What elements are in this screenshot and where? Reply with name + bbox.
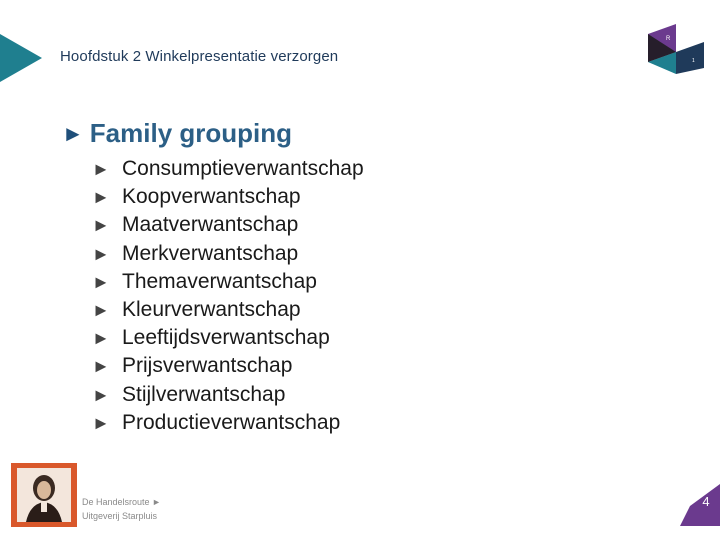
list-item — [92, 296, 364, 324]
list-item — [92, 211, 364, 239]
list-item-text: Merkverwantschap — [122, 241, 299, 265]
list-item-text: Maatverwantschap — [122, 213, 299, 237]
list-item — [92, 268, 364, 296]
page-number: 4 — [702, 494, 710, 509]
list-item-text: Themaverwantschap — [122, 269, 317, 293]
bullet-arrow-icon: ► — [92, 215, 110, 236]
publisher-imprint: Uitgeverij Starpluis — [82, 511, 158, 521]
list-item — [92, 240, 364, 268]
list-item-text: Productieverwantschap — [122, 410, 341, 434]
bullet-arrow-icon: ► — [92, 159, 110, 179]
list-item-text: Stijlverwantschap — [122, 382, 286, 406]
brand-logo — [642, 22, 708, 78]
list-item — [92, 183, 364, 211]
bullet-arrow-icon: ► — [92, 412, 110, 433]
bullet-arrow-icon: ► — [92, 299, 110, 320]
slide-heading — [62, 118, 292, 149]
list-item-text: Prijsverwantschap — [122, 354, 293, 378]
bullet-arrow-icon: ► — [92, 243, 110, 264]
list-item — [92, 352, 364, 380]
chapter-title: Hoofdstuk 2 Winkelpresentatie verzorgen — [60, 48, 339, 65]
list-item-text: Consumptieverwantschap — [122, 157, 364, 180]
corner-triangle-decoration — [0, 34, 42, 82]
heading-text: Family grouping — [89, 118, 293, 148]
list-item-text: Kleurverwantschap — [122, 297, 301, 321]
bullet-arrow-icon: ► — [92, 384, 110, 405]
list-item — [92, 155, 364, 183]
bullet-arrow-icon: ► — [92, 187, 110, 208]
list-item — [92, 324, 364, 352]
bullet-list — [92, 155, 364, 437]
publisher-portrait-logo — [10, 462, 78, 528]
list-item-text: Koopverwantschap — [122, 185, 301, 209]
bullet-arrow-icon: ► — [92, 356, 110, 377]
logo-letter-bottom: 1 — [692, 58, 695, 64]
logo-letter-top: R — [666, 36, 671, 42]
list-item — [92, 381, 364, 409]
list-item-text: Leeftijdsverwantschap — [122, 326, 330, 350]
bullet-arrow-icon: ► — [92, 271, 110, 292]
list-item — [92, 409, 364, 437]
heading-arrow-icon: ► — [62, 120, 84, 146]
bullet-arrow-icon: ► — [92, 328, 110, 349]
publisher-name: De Handelsroute ► — [82, 497, 161, 507]
